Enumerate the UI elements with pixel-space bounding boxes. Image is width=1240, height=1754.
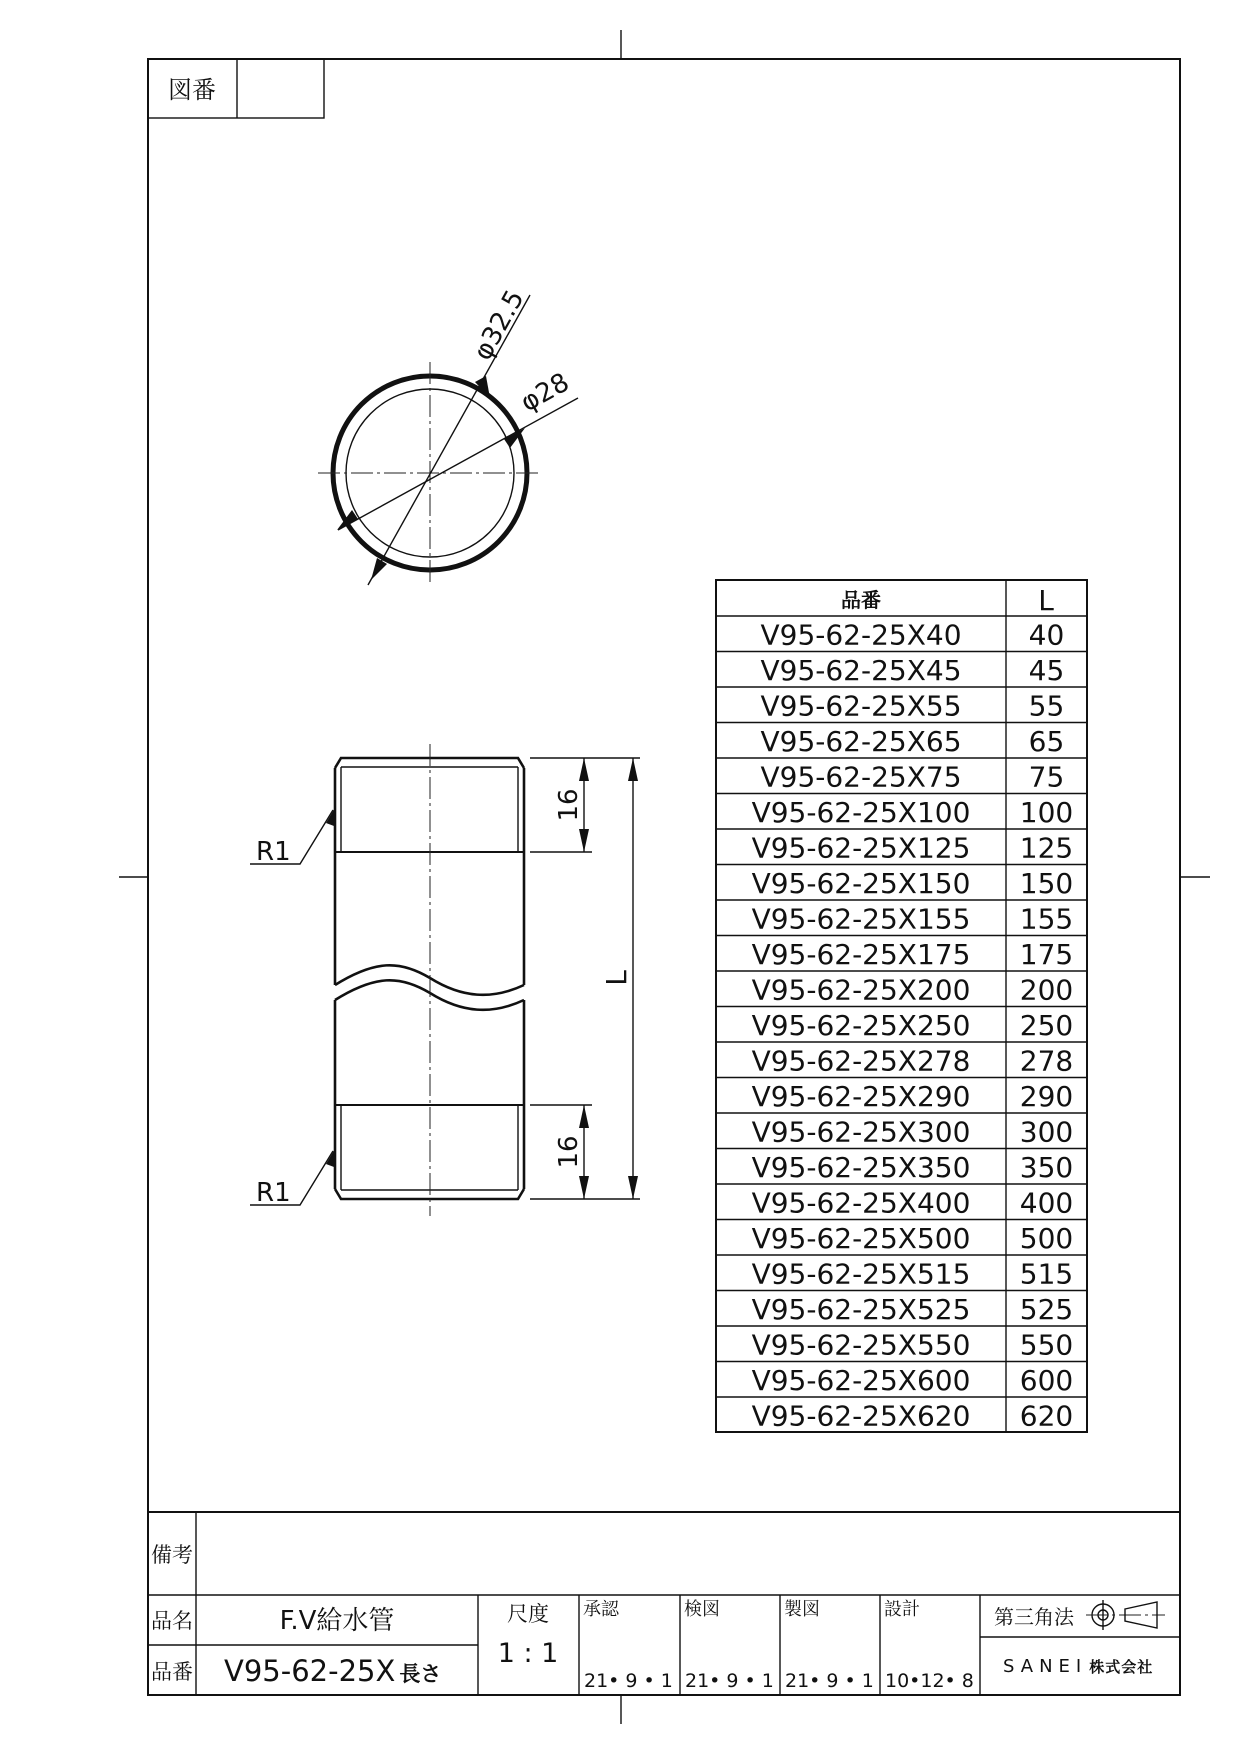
thread-length-top-arrow-down: [579, 829, 589, 852]
parts-table-cell-part-number: V95-62-25X55: [760, 689, 962, 723]
parts-table-cell-part-number: V95-62-25X100: [751, 796, 971, 829]
parts-table-cell-length: 600: [1019, 1364, 1074, 1397]
end-view: [318, 285, 578, 586]
thread-spec-top: R1: [256, 837, 291, 867]
parts-table-cell-length: 155: [1019, 902, 1074, 936]
drawing-number-label: 図番: [168, 76, 216, 104]
parts-table-header-part-number: 品番: [841, 588, 881, 612]
parts-table-cell-length: 500: [1019, 1222, 1074, 1255]
thread-length-bottom-label: 16: [554, 1135, 584, 1169]
thread-length-top-arrow-up: [579, 758, 589, 781]
overall-length-arrow-up: [628, 758, 638, 781]
parts-table-cell-part-number: V95-62-25X125: [751, 831, 971, 865]
parts-table-cell-part-number: V95-62-25X550: [751, 1328, 971, 1362]
parts-table: [716, 580, 1087, 1433]
projection-label: 第三角法: [994, 1605, 1074, 1629]
scale-label: 尺度: [507, 1602, 549, 1626]
parts-table-cell-part-number: V95-62-25X175: [751, 938, 971, 971]
parts-table-cell-length: 75: [1028, 760, 1065, 794]
parts-table-cell-part-number: V95-62-25X155: [751, 902, 971, 936]
parts-table-cell-length: 65: [1028, 725, 1065, 758]
designed-label: 設計: [884, 1599, 920, 1620]
parts-table-cell-part-number: V95-62-25X620: [751, 1399, 971, 1433]
parts-table-cell-part-number: V95-62-25X150: [751, 867, 971, 900]
part-number-value: [224, 1654, 441, 1688]
parts-table-cell-length: 350: [1019, 1151, 1074, 1184]
parts-table-cell-part-number: V95-62-25X200: [751, 973, 971, 1007]
parts-table-rows: [716, 619, 1087, 1433]
approved-date: 21• 9 • 1: [584, 1670, 673, 1692]
checked-date: 21• 9 • 1: [685, 1670, 774, 1692]
company-name: [1003, 1656, 1153, 1677]
parts-table-cell-part-number: V95-62-25X350: [751, 1151, 971, 1184]
parts-table-cell-length: 200: [1019, 973, 1074, 1007]
parts-table-cell-part-number: V95-62-25X250: [751, 1009, 971, 1042]
parts-table-cell-part-number: V95-62-25X40: [760, 618, 962, 652]
parts-table-cell-part-number: V95-62-25X400: [751, 1186, 971, 1220]
parts-table-cell-part-number: V95-62-25X500: [751, 1222, 971, 1255]
parts-table-cell-part-number: V95-62-25X515: [751, 1257, 971, 1291]
outer-diameter-label: φ32.5: [467, 285, 531, 366]
parts-table-cell-length: 55: [1028, 689, 1065, 723]
drawn-label: 製図: [784, 1599, 820, 1620]
scale-value: 1 : 1: [497, 1638, 559, 1669]
parts-table-cell-part-number: V95-62-25X300: [751, 1115, 971, 1149]
approved-label: 承認: [583, 1599, 619, 1620]
parts-table-cell-length: 620: [1019, 1399, 1074, 1433]
parts-table-header-length: L: [1038, 584, 1054, 617]
remarks-label: 備考: [151, 1543, 193, 1567]
parts-table-cell-part-number: V95-62-25X600: [751, 1364, 971, 1397]
parts-table-cell-length: 550: [1019, 1328, 1074, 1362]
parts-table-cell-length: 400: [1019, 1186, 1074, 1220]
thread-length-top-label: 16: [554, 788, 584, 822]
parts-table-cell-length: 300: [1019, 1115, 1074, 1149]
parts-table-cell-part-number: V95-62-25X45: [760, 654, 962, 687]
parts-table-cell-length: 525: [1019, 1293, 1074, 1326]
parts-table-cell-part-number: V95-62-25X525: [751, 1293, 971, 1326]
parts-table-cell-length: 250: [1019, 1009, 1074, 1042]
drawing-number-box: [148, 59, 324, 118]
product-name-value: F.V給水管: [279, 1606, 395, 1636]
overall-length-label: L: [600, 970, 633, 986]
thread-spec-bottom: R1: [256, 1178, 291, 1208]
drawn-date: 21• 9 • 1: [785, 1670, 874, 1692]
parts-table-cell-length: 40: [1028, 618, 1065, 652]
parts-table-cell-part-number: V95-62-25X290: [751, 1080, 971, 1113]
part-number-label: 品番: [151, 1660, 193, 1684]
parts-table-cell-part-number: V95-62-25X278: [751, 1044, 971, 1078]
parts-table-cell-length: 100: [1019, 796, 1074, 829]
inner-diameter-dimension-line: [338, 398, 578, 530]
parts-table-cell-length: 150: [1019, 867, 1074, 900]
inner-diameter-label: φ28: [515, 367, 575, 419]
parts-table-cell-part-number: V95-62-25X75: [760, 760, 962, 794]
parts-table-cell-length: 45: [1028, 654, 1065, 687]
designed-date: 10•12• 8: [885, 1670, 974, 1692]
third-angle-projection-symbol: [1086, 1600, 1165, 1630]
side-view: [250, 744, 640, 1216]
company-name-main: SANEI: [1003, 1656, 1088, 1677]
overall-length-arrow-down: [628, 1176, 638, 1199]
parts-table-cell-length: 515: [1019, 1257, 1074, 1291]
parts-table-cell-length: 278: [1019, 1044, 1074, 1078]
parts-table-cell-length: 125: [1019, 831, 1074, 865]
part-number-suffix: 長さ: [399, 1662, 442, 1686]
thread-length-bottom-arrow-up: [579, 1105, 589, 1128]
part-number-main: V95-62-25X: [224, 1654, 396, 1688]
parts-table-cell-length: 290: [1019, 1080, 1074, 1113]
parts-table-cell-part-number: V95-62-25X65: [760, 725, 962, 758]
thread-length-bottom-arrow-down: [579, 1176, 589, 1199]
checked-label: 検図: [684, 1599, 720, 1620]
title-block: [148, 1512, 1180, 1695]
parts-table-cell-length: 175: [1019, 938, 1074, 971]
product-name-label: 品名: [151, 1609, 193, 1633]
company-name-suffix: 株式会社: [1089, 1658, 1154, 1676]
